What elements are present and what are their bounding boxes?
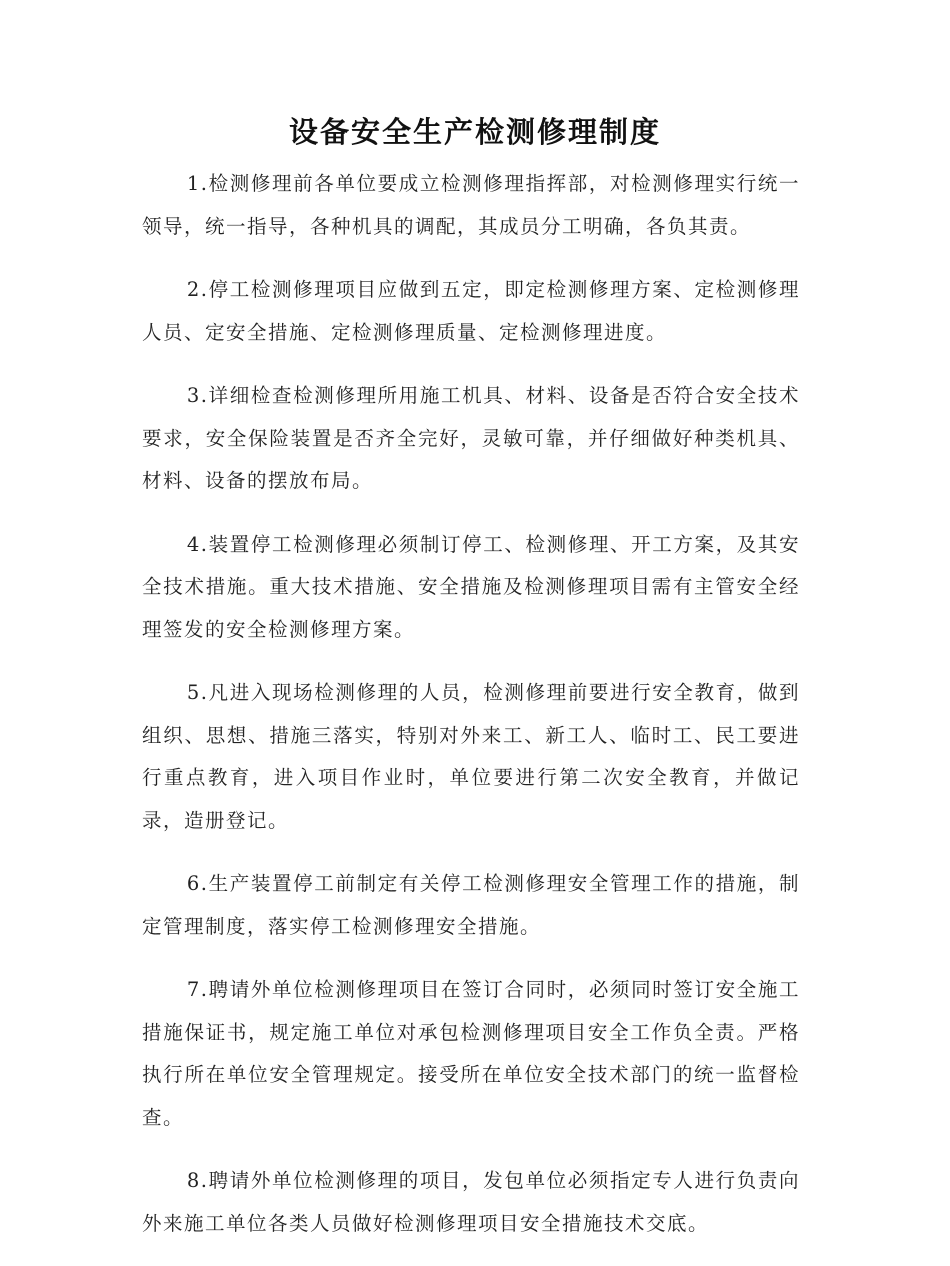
paragraph-4: 4.装置停工检测修理必须制订停工、检测修理、开工方案，及其安全技术措施。重大技术措施、安全措施及检测修理项目需有主管安全经理签发的安全检测修理方案。: [142, 532, 800, 641]
paragraph-8: 8.聘请外单位检测修理的项目，发包单位必须指定专人进行负责向外来施工单位各类人员做好检测修理项目安全措施技术交底。: [142, 1169, 800, 1235]
paragraph-2: 2.停工检测修理项目应做到五定，即定检测修理方案、定检测修理人员、定安全措施、定检测修理质量、定检测修理进度。: [142, 278, 800, 344]
paragraph-1: 1.检测修理前各单位要成立检测修理指挥部，对检测修理实行统一领导，统一指导，各种机具的调配，其成员分工明确，各负其责。: [142, 172, 800, 238]
paragraph-7: 7.聘请外单位检测修理项目在签订合同时，必须同时签订安全施工措施保证书，规定施工单位对承包检测修理项目安全工作负全责。严格执行所在单位安全管理规定。接受所在单位安全技术部门的统一监督检查。: [142, 978, 800, 1129]
paragraph-6: 6.生产装置停工前制定有关停工检测修理安全管理工作的措施，制定管理制度，落实停工检测修理安全措施。: [142, 872, 800, 938]
document-body: [142, 163, 800, 1266]
document-title: 设备安全生产检测修理制度: [288, 115, 661, 149]
paragraph-3: 3.详细检查检测修理所用施工机具、材料、设备是否符合安全技术要求，安全保险装置是否齐全完好，灵敏可靠，并仔细做好种类机具、材料、设备的摆放布局。: [142, 384, 800, 492]
paragraph-5: 5.凡进入现场检测修理的人员，检测修理前要进行安全教育，做到组织、思想、措施三落实，特别对外来工、新工人、临时工、民工要进行重点教育，进入项目作业时，单位要进行第二次安全教育，并做记录，造册登记。: [142, 681, 800, 832]
